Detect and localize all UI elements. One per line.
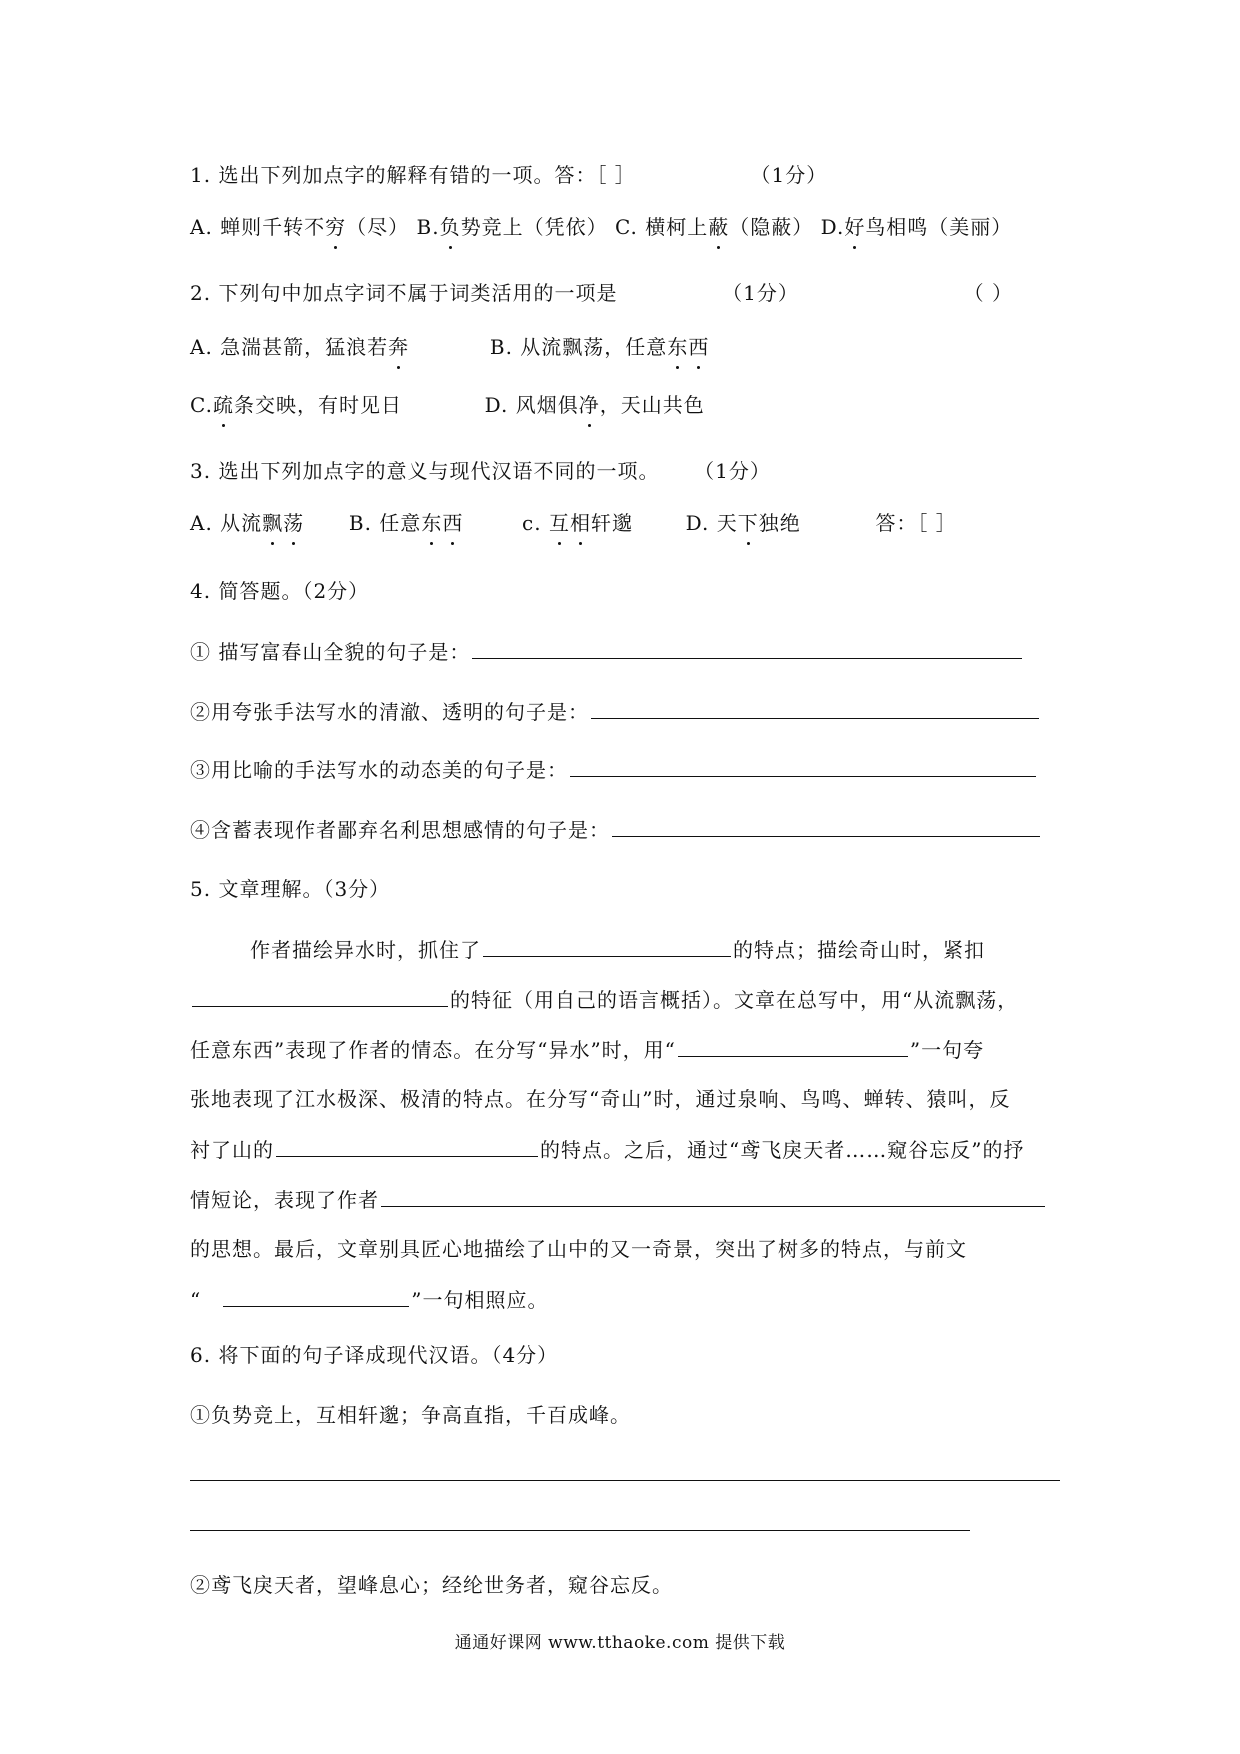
q2-stem-line [190,278,1013,308]
answer-line[interactable] [190,1480,1060,1481]
q5-line-4: 张地表现了江水极深、极清的特点。在分写“奇山”时，通过泉响、鸟鸣、蝉转、猿叫，反 [190,1087,1011,1111]
q6-sentence-2: ②鸢飞戾天者，望峰息心；经纶世务者，窥谷忘反。 [190,1573,673,1597]
q1-option-d-label: D. [820,215,845,239]
q1-options [190,212,1012,242]
q4-item-3 [190,754,1038,785]
dotted-char: 奔 [388,332,409,362]
q3-option-d-post: 独绝 [758,511,801,535]
dotted-char: 东 [421,508,442,538]
q3-stem: 3. 选出下列加点字的意义与现代汉语不同的一项。 [190,459,660,483]
q4-item-1 [190,636,1024,667]
answer-blank[interactable] [192,984,448,1007]
q2-options-ab [190,332,709,362]
q1-option-c-note: （隐蔽） [729,215,814,239]
q4-item-2-text: ②用夸张手法写水的清澈、透明的句子是： [190,700,589,724]
q1-stem-line [190,160,827,190]
dotted-char: 负 [440,212,461,242]
answer-blank[interactable] [223,1284,409,1307]
q2-score: （1分） [722,281,799,305]
answer-blank[interactable] [591,696,1039,719]
q1-option-d-text: 鸟相鸣（美丽） [865,215,1013,239]
q2-options-cd [190,390,705,420]
q5-line-2 [190,984,1018,1015]
dotted-char: 穷 [325,212,346,242]
dotted-char: 互 [549,508,570,538]
q5-line-8 [190,1284,548,1315]
q5-text: “ [190,1288,202,1312]
q1-option-b-text: 势竞上（凭依） [460,215,608,239]
q1-option-a-text: A. 蝉则千转不 [190,215,326,239]
q3-score: （1分） [694,459,771,483]
q5-stem: 5. 文章理解。（3分） [190,877,391,901]
dotted-char: 荡 [283,508,304,538]
q2-option-d-post: ，天山共色 [599,393,705,417]
page-footer: 通通好课网 www.tthaoke.com 提供下载 [454,1633,786,1653]
q4-item-1-text: ① 描写富春山全貌的句子是： [190,640,471,664]
dotted-char: 好 [844,212,865,242]
q6-stem: 6. 将下面的句子译成现代汉语。（4分） [190,1343,559,1367]
q5-text: 的特征（用自己的语言概括）。文章在总写中，用“从流飘荡， [450,988,1019,1012]
q4-item-3-text: ③用比喻的手法写水的动态美的句子是： [190,758,568,782]
q4-stem: 4. 简答题。（2分） [190,579,370,603]
q2-stem: 2. 下列句中加点字词不属于词类活用的一项是 [190,281,618,305]
q5-line-3 [190,1034,984,1065]
q6-sentence-1: ①负势竞上，互相轩邈；争高直指，千百成峰。 [190,1403,631,1427]
answer-blank[interactable] [612,814,1040,837]
q5-text: 情短论，表现了作者 [190,1188,379,1212]
q5-line-1 [250,934,985,965]
q1-stem: 1. 选出下列加点字的解释有错的一项。答：［ ］ [190,163,636,187]
dotted-char: 相 [570,508,591,538]
dotted-char: 西 [688,332,709,362]
q2-answer-bracket: （ ） [963,281,1013,305]
q4-item-2 [190,696,1041,727]
answer-blank[interactable] [678,1034,908,1057]
q5-text: 任意东西”表现了作者的情态。在分写“异水”时，用“ [190,1038,676,1062]
answer-blank[interactable] [381,1184,1045,1207]
q4-item-4 [190,814,1042,845]
q5-text: ”一句夸 [909,1038,985,1062]
q5-text: 作者描绘异水时，抓住了 [250,938,481,962]
q1-option-c-text: C. 横柯上 [614,215,709,239]
answer-blank[interactable] [570,754,1036,777]
q2-option-b-text: B. 从流飘荡，任意 [489,335,668,359]
dotted-char: 东 [667,332,688,362]
dotted-char: 下 [738,508,759,538]
q1-score: （1分） [750,163,828,187]
q2-option-d-text: D. 风烟俱 [484,393,579,417]
q5-line-7: 的思想。最后，文章别具匠心地描绘了山中的又一奇景，突出了树多的特点，与前文 [190,1237,967,1261]
q5-line-5 [190,1134,1024,1165]
answer-line[interactable] [190,1530,970,1531]
q5-text: ”一句相照应。 [411,1288,549,1312]
q5-text: 的特点。之后，通过“鸢飞戾天者……窥谷忘反”的抒 [540,1138,1025,1162]
q3-option-a-text: A. 从流 [190,511,263,535]
dotted-char: 净 [579,390,600,420]
q2-option-c-label: C. [190,393,213,417]
q2-option-c-text: 条交映，有时见日 [233,393,402,417]
q5-line-6 [190,1184,1047,1215]
q3-option-d-text: D. 天 [685,511,738,535]
q5-text: 的特点；描绘奇山时，紧扣 [733,938,985,962]
q3-options [190,508,957,538]
dotted-char: 蔽 [708,212,729,242]
q3-stem-line [190,456,771,486]
q1-option-a-note: （尽） [346,215,410,239]
answer-blank[interactable] [472,636,1022,659]
q3-option-c-text: 轩邈 [590,511,633,535]
answer-blank[interactable] [483,934,731,957]
dotted-char: 西 [442,508,463,538]
dotted-char: 飘 [262,508,283,538]
q3-option-c-label: c. [522,511,549,535]
q5-text: 衬了山的 [190,1138,274,1162]
dotted-char: 疏 [213,390,234,420]
q3-answer-bracket: 答：［ ］ [875,511,957,535]
q3-option-b-text: B. 任意 [348,511,422,535]
q4-item-4-text: ④含蓄表现作者鄙弃名利思想感情的句子是： [190,818,610,842]
answer-blank[interactable] [276,1134,538,1157]
q2-option-a-text: A. 急湍甚箭，猛浪若 [190,335,389,359]
q1-option-b-label: B. [416,215,440,239]
